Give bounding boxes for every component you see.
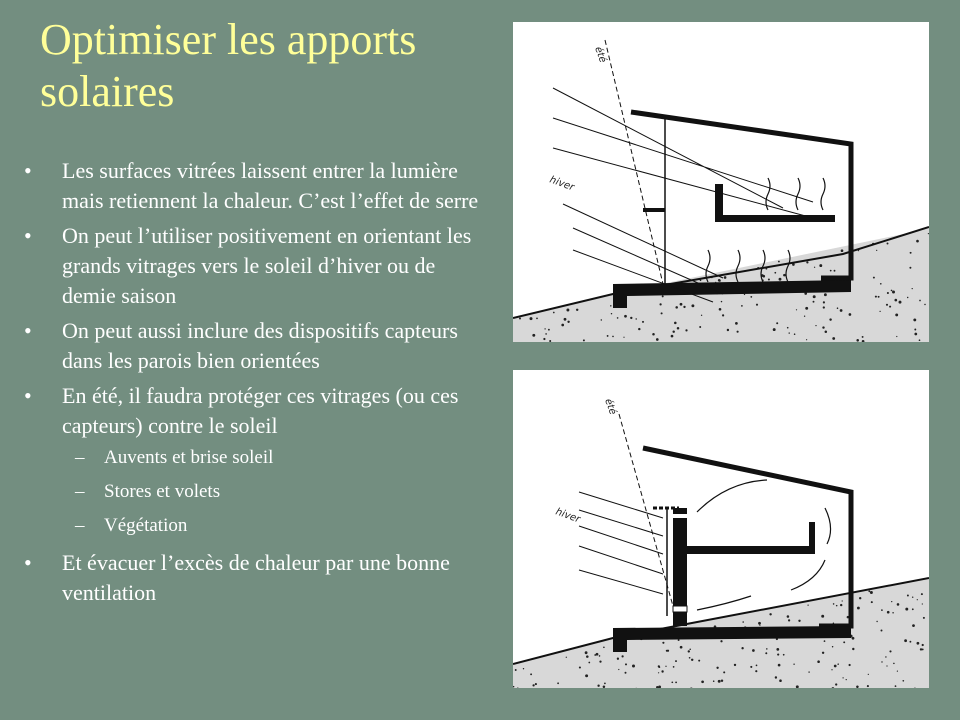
ground-speckle: [849, 664, 851, 666]
ground-speckle: [553, 312, 555, 314]
ground-speckle: [897, 671, 898, 672]
sub-bullet-text: Auvents et brise soleil: [104, 447, 274, 468]
bullet-item: [22, 221, 492, 311]
ground-speckle: [928, 233, 929, 234]
dash-symbol: –: [75, 481, 85, 502]
ground-speckle: [870, 591, 873, 594]
ground-speckle: [875, 296, 877, 298]
slide-title: Optimiser les apports solaires: [40, 15, 417, 116]
ground-speckle: [873, 277, 875, 279]
ground-speckle: [597, 685, 599, 687]
ground-speckle: [783, 654, 785, 656]
ground-speckle: [837, 663, 839, 665]
ground-speckle: [564, 318, 567, 321]
ground-speckle: [544, 328, 545, 329]
ground-speckle: [588, 662, 590, 664]
ground-speckle: [543, 338, 545, 340]
ground-speckle: [830, 270, 832, 272]
ground-speckle: [842, 677, 843, 678]
ground-speckle: [880, 283, 882, 285]
ground-speckle: [776, 322, 778, 324]
ground-speckle: [787, 615, 790, 618]
ground-speckle: [825, 330, 828, 333]
ground-speckle: [822, 652, 824, 654]
ground-speckle: [567, 321, 569, 323]
bullet-text: Et évacuer l’excès de chaleur par une bonne ventilation: [62, 550, 450, 605]
ground-speckle: [813, 301, 815, 303]
bullet-item: [22, 316, 492, 376]
ground-speckle: [652, 333, 655, 336]
ground-speckle: [893, 663, 895, 665]
ground-speckle: [862, 336, 864, 338]
ground-speckle: [675, 681, 677, 683]
ground-speckle: [661, 312, 663, 314]
bullet-symbol: •: [24, 383, 32, 408]
ground-speckle: [834, 270, 836, 272]
bullet-text: En été, il faudra protéger ces vitrages (ou ces capteurs) contre le soleil: [62, 383, 459, 438]
ground-speckle: [758, 622, 761, 625]
ground-speckle: [808, 671, 809, 672]
ground-speckle: [922, 644, 924, 646]
ground-speckle: [922, 603, 923, 604]
ground-speckle: [889, 306, 891, 308]
ground-speckle: [876, 621, 877, 622]
ground-speckle: [665, 666, 666, 667]
interior-shelf: [687, 522, 815, 554]
ground-speckle: [549, 340, 551, 342]
ground-speckle: [788, 619, 790, 621]
ground-speckle: [840, 309, 843, 312]
ground-speckle: [885, 656, 886, 657]
ground-speckle: [773, 328, 776, 331]
ground-speckle: [671, 681, 673, 683]
ground-speckle: [756, 304, 758, 306]
ground-speckle: [672, 330, 674, 332]
ground-speckle: [675, 660, 677, 662]
ground-speckle: [642, 321, 644, 323]
ground-speckle: [603, 686, 606, 688]
ground-speckle: [887, 243, 889, 245]
sub-bullet-text: Stores et volets: [104, 481, 221, 502]
ground-speckle: [719, 308, 722, 311]
ground-speckle: [895, 685, 897, 687]
winter-rays: [579, 492, 663, 594]
ground-speckle: [719, 280, 721, 282]
ground-speckle: [721, 301, 722, 302]
ground-speckle: [843, 641, 845, 643]
ground-speckle: [689, 657, 691, 659]
ground-speckle: [625, 672, 627, 674]
bullet-text: Les surfaces vitrées laissent entrer la lumière mais retiennent la chaleur. C’est l’effet de serre: [62, 158, 479, 213]
ground-speckle: [776, 648, 779, 651]
ground-speckle: [914, 329, 916, 331]
ground-speckle: [921, 593, 923, 595]
ground-speckle: [852, 637, 855, 640]
bullet-symbol: •: [24, 223, 32, 248]
ground-speckle: [674, 322, 677, 325]
ground-speckle: [691, 659, 693, 661]
ground-speckle: [892, 291, 895, 294]
ground-speckle: [887, 611, 890, 614]
ground-speckle: [879, 311, 880, 312]
ground-speckle: [683, 306, 685, 308]
ground-speckle: [671, 335, 674, 338]
ground-speckle: [891, 290, 893, 292]
ground-speckle: [677, 327, 680, 330]
ground-speckle: [557, 682, 559, 684]
ground-speckle: [535, 683, 537, 685]
ground-speckle: [919, 339, 921, 341]
dash-symbol: –: [75, 515, 85, 536]
ground-speckle: [904, 639, 907, 642]
ground-speckle: [599, 660, 601, 662]
ground-speckle: [835, 683, 837, 685]
ground-speckle: [612, 336, 614, 338]
ground-speckle: [878, 296, 880, 298]
ground-speckle: [656, 338, 659, 341]
ground-speckle: [718, 680, 721, 683]
ground-speckle: [881, 630, 883, 632]
ground-speckle: [833, 603, 835, 605]
ground-speckle: [823, 301, 825, 303]
dash-symbol: –: [75, 447, 85, 468]
bullet-text: On peut l’utiliser positivement en orientant les grands vitrages vers le soleil d’hiver ou de demie saison: [62, 223, 472, 308]
bullet-list: [22, 156, 492, 613]
ground-speckle: [923, 617, 925, 619]
ground-speckle: [871, 601, 873, 603]
solar-gain-diagram: [513, 22, 929, 342]
wall-vent-bottom: [673, 606, 687, 612]
ground-speckle: [899, 301, 902, 304]
ground-speckle: [892, 612, 894, 614]
ground-speckle: [789, 332, 790, 333]
ground-speckle: [548, 329, 550, 331]
ground-speckle: [623, 337, 624, 338]
ground-speckle: [886, 304, 888, 306]
ground-speckle: [919, 300, 921, 302]
bullet-symbol: •: [24, 550, 32, 575]
ground-speckle: [530, 317, 533, 320]
ground-speckle: [617, 317, 619, 319]
ground-speckle: [775, 676, 777, 678]
ground-speckle: [586, 655, 589, 658]
bullet-text: On peut aussi inclure des dispositifs capteurs dans les parois bien orientées: [62, 318, 458, 373]
ground-speckle: [868, 674, 869, 675]
ground-speckle: [896, 336, 897, 337]
ground-speckle: [658, 672, 659, 673]
ground-speckle: [742, 621, 744, 623]
ground-speckle: [721, 680, 723, 682]
solar-protection-svg: [513, 370, 929, 688]
ground-speckle: [817, 660, 820, 663]
ground-speckle: [917, 642, 920, 645]
ground-speckle: [607, 335, 609, 337]
ground-speckle: [912, 288, 913, 289]
ground-speckle: [917, 599, 918, 600]
ground-speckle: [787, 327, 789, 329]
ground-speckle: [824, 640, 826, 642]
ground-speckle: [867, 685, 869, 687]
ground-speckle: [924, 304, 925, 305]
ground-speckle: [886, 665, 887, 666]
ground-speckle: [807, 604, 808, 605]
sub-bullet-text: Végétation: [104, 515, 188, 536]
label-summer: été: [602, 397, 619, 417]
ground-speckle: [912, 624, 915, 627]
ground-speckle: [783, 274, 786, 277]
ground-speckle: [685, 329, 687, 331]
ground-speckle: [750, 666, 752, 668]
ground-speckle: [793, 663, 794, 664]
ground-speckle: [713, 680, 715, 682]
wall-vent-top: [673, 508, 687, 514]
ground-speckle: [821, 615, 824, 618]
ground-speckle: [601, 319, 602, 320]
ground-speckle: [887, 292, 889, 294]
ground-speckle: [876, 250, 877, 251]
ground-speckle: [902, 680, 904, 682]
ground-speckle: [852, 648, 854, 650]
ground-speckle: [832, 337, 835, 340]
ground-speckle: [841, 249, 844, 252]
ground-speckle: [688, 650, 690, 652]
ground-speckle: [777, 654, 779, 656]
ground-speckle: [768, 278, 770, 280]
sub-bullet-item: [22, 480, 492, 504]
ground-speckle: [515, 669, 517, 671]
ground-speckle: [914, 333, 917, 336]
ground-speckle: [625, 663, 627, 665]
ground-speckle: [735, 322, 738, 325]
ground-speckle: [778, 261, 780, 263]
ground-speckle: [837, 307, 839, 309]
ground-speckle: [545, 333, 547, 335]
ground-speckle: [724, 276, 727, 279]
ground-speckle: [895, 313, 898, 316]
ground-speckle: [585, 674, 588, 677]
ground-speckle: [798, 620, 800, 622]
ground-speckle: [804, 316, 805, 317]
ground-speckle: [618, 669, 619, 670]
ground-speckle: [796, 309, 797, 310]
ground-speckle: [815, 325, 816, 326]
ground-speckle: [857, 607, 860, 610]
ground-speckle: [779, 278, 782, 281]
window-shelf: [643, 208, 665, 212]
ground-speckle: [834, 665, 837, 668]
label-summer: été: [592, 45, 609, 65]
ground-speckle: [722, 314, 724, 316]
label-winter: hiver: [547, 174, 576, 194]
ground-speckle: [881, 661, 882, 662]
ground-speckle: [723, 671, 725, 673]
ground-speckle: [814, 267, 815, 268]
ground-speckle: [750, 296, 752, 298]
ground-speckle: [759, 625, 760, 626]
ground-speckle: [604, 683, 606, 685]
bullet-item: [22, 156, 492, 216]
bullet-item: [22, 548, 492, 608]
ground-speckle: [823, 306, 825, 308]
ground-speckle: [824, 293, 827, 296]
ground-speckle: [737, 331, 739, 333]
ground-speckle: [576, 309, 578, 311]
ground-speckle: [691, 304, 694, 307]
ground-speckle: [658, 666, 660, 668]
ground-speckle: [680, 303, 683, 306]
ground-speckle: [594, 654, 596, 656]
ground-speckle: [868, 590, 870, 592]
ground-speckle: [673, 666, 675, 668]
ground-speckle: [566, 657, 567, 658]
ground-speckle: [822, 326, 824, 328]
ground-speckle: [566, 309, 569, 312]
ground-speckle: [910, 252, 912, 254]
solar-protection-diagram: [513, 370, 929, 688]
ground-speckle: [532, 684, 534, 686]
ground-speckle: [734, 664, 736, 666]
ground-speckle: [610, 305, 611, 306]
ground-speckle: [846, 679, 847, 680]
ground-speckle: [779, 679, 782, 682]
ground-speckle: [720, 640, 722, 642]
ground-speckle: [909, 267, 911, 269]
ground-speckle: [662, 295, 664, 297]
ground-speckle: [849, 313, 852, 316]
ground-speckle: [523, 668, 524, 669]
ground-speckle: [659, 303, 661, 305]
ground-speckle: [774, 272, 776, 274]
ground-speckle: [856, 339, 859, 342]
ground-speckle: [912, 608, 914, 610]
ground-speckle: [603, 647, 605, 649]
ground-speckle: [832, 646, 833, 647]
ground-speckle: [583, 339, 585, 341]
ground-speckle: [831, 669, 832, 670]
ground-speckle: [920, 648, 922, 650]
ground-speckle: [912, 596, 913, 597]
ground-speckle: [836, 605, 838, 607]
ground-speckle: [894, 299, 897, 302]
ground-speckle: [766, 648, 768, 650]
ground-speckle: [794, 333, 796, 335]
ground-speckle: [889, 650, 891, 652]
ground-speckle: [701, 680, 704, 683]
ground-speckle: [806, 339, 807, 340]
ground-speckle: [916, 240, 919, 243]
ground-speckle: [881, 609, 883, 611]
ground-speckle: [829, 318, 831, 320]
solar-gain-svg: [513, 22, 929, 342]
ground-speckle: [891, 601, 892, 602]
ground-speckle: [752, 649, 755, 652]
ground-speckle: [667, 650, 669, 652]
ground-speckle: [769, 613, 771, 615]
ground-speckle: [699, 326, 701, 328]
ground-speckle: [617, 658, 619, 660]
ground-speckle: [536, 318, 538, 320]
ground-speckle: [897, 603, 900, 606]
ground-speckle: [622, 655, 624, 657]
ground-speckle: [661, 670, 663, 672]
ground-speckle: [840, 604, 842, 606]
ground-speckle: [680, 646, 683, 649]
ground-speckle: [856, 686, 859, 688]
ground-speckle: [530, 673, 532, 675]
ground-speckle: [756, 665, 758, 667]
ground-speckle: [635, 318, 636, 319]
ground-speckle: [727, 329, 729, 331]
ground-speckle: [765, 652, 767, 654]
ground-speckle: [741, 305, 743, 307]
ground-speckle: [675, 306, 678, 309]
ground-speckle: [689, 648, 691, 650]
ground-speckle: [819, 264, 822, 267]
ground-speckle: [859, 597, 861, 599]
ground-speckle: [519, 318, 521, 320]
sub-bullet-item: [22, 514, 492, 538]
ground-speckle: [741, 647, 743, 649]
bullet-item: [22, 381, 492, 441]
ground-speckle: [698, 660, 700, 662]
ground-speckle: [778, 664, 781, 667]
ground-speckle: [813, 295, 816, 298]
sub-bullet-item: [22, 446, 492, 470]
ground-speckle: [701, 315, 702, 316]
summer-ray: [605, 40, 663, 284]
ground-speckle: [662, 642, 664, 644]
ground-speckle: [624, 315, 627, 318]
ground-speckle: [561, 324, 564, 327]
ground-speckle: [611, 313, 612, 314]
ground-speckle: [907, 595, 909, 597]
ground-speckle: [630, 317, 632, 319]
ground-speckle: [638, 328, 640, 330]
ground-speckle: [909, 641, 911, 643]
ground-speckle: [907, 297, 908, 298]
bullet-symbol: •: [24, 158, 32, 183]
ground-speckle: [842, 600, 843, 601]
summer-ray: [619, 414, 673, 606]
label-winter: hiver: [553, 506, 582, 526]
ground-speckle: [806, 261, 808, 263]
ground-speckle: [532, 334, 535, 337]
ground-speckle: [905, 608, 908, 611]
bullet-symbol: •: [24, 318, 32, 343]
ground-speckle: [579, 666, 581, 668]
ground-speckle: [585, 651, 588, 654]
ground-speckle: [913, 318, 916, 321]
ground-speckle: [716, 667, 718, 669]
ground-speckle: [805, 307, 808, 310]
ground-speckle: [599, 655, 601, 657]
ground-speckle: [632, 665, 635, 668]
ground-speckle: [755, 670, 757, 672]
